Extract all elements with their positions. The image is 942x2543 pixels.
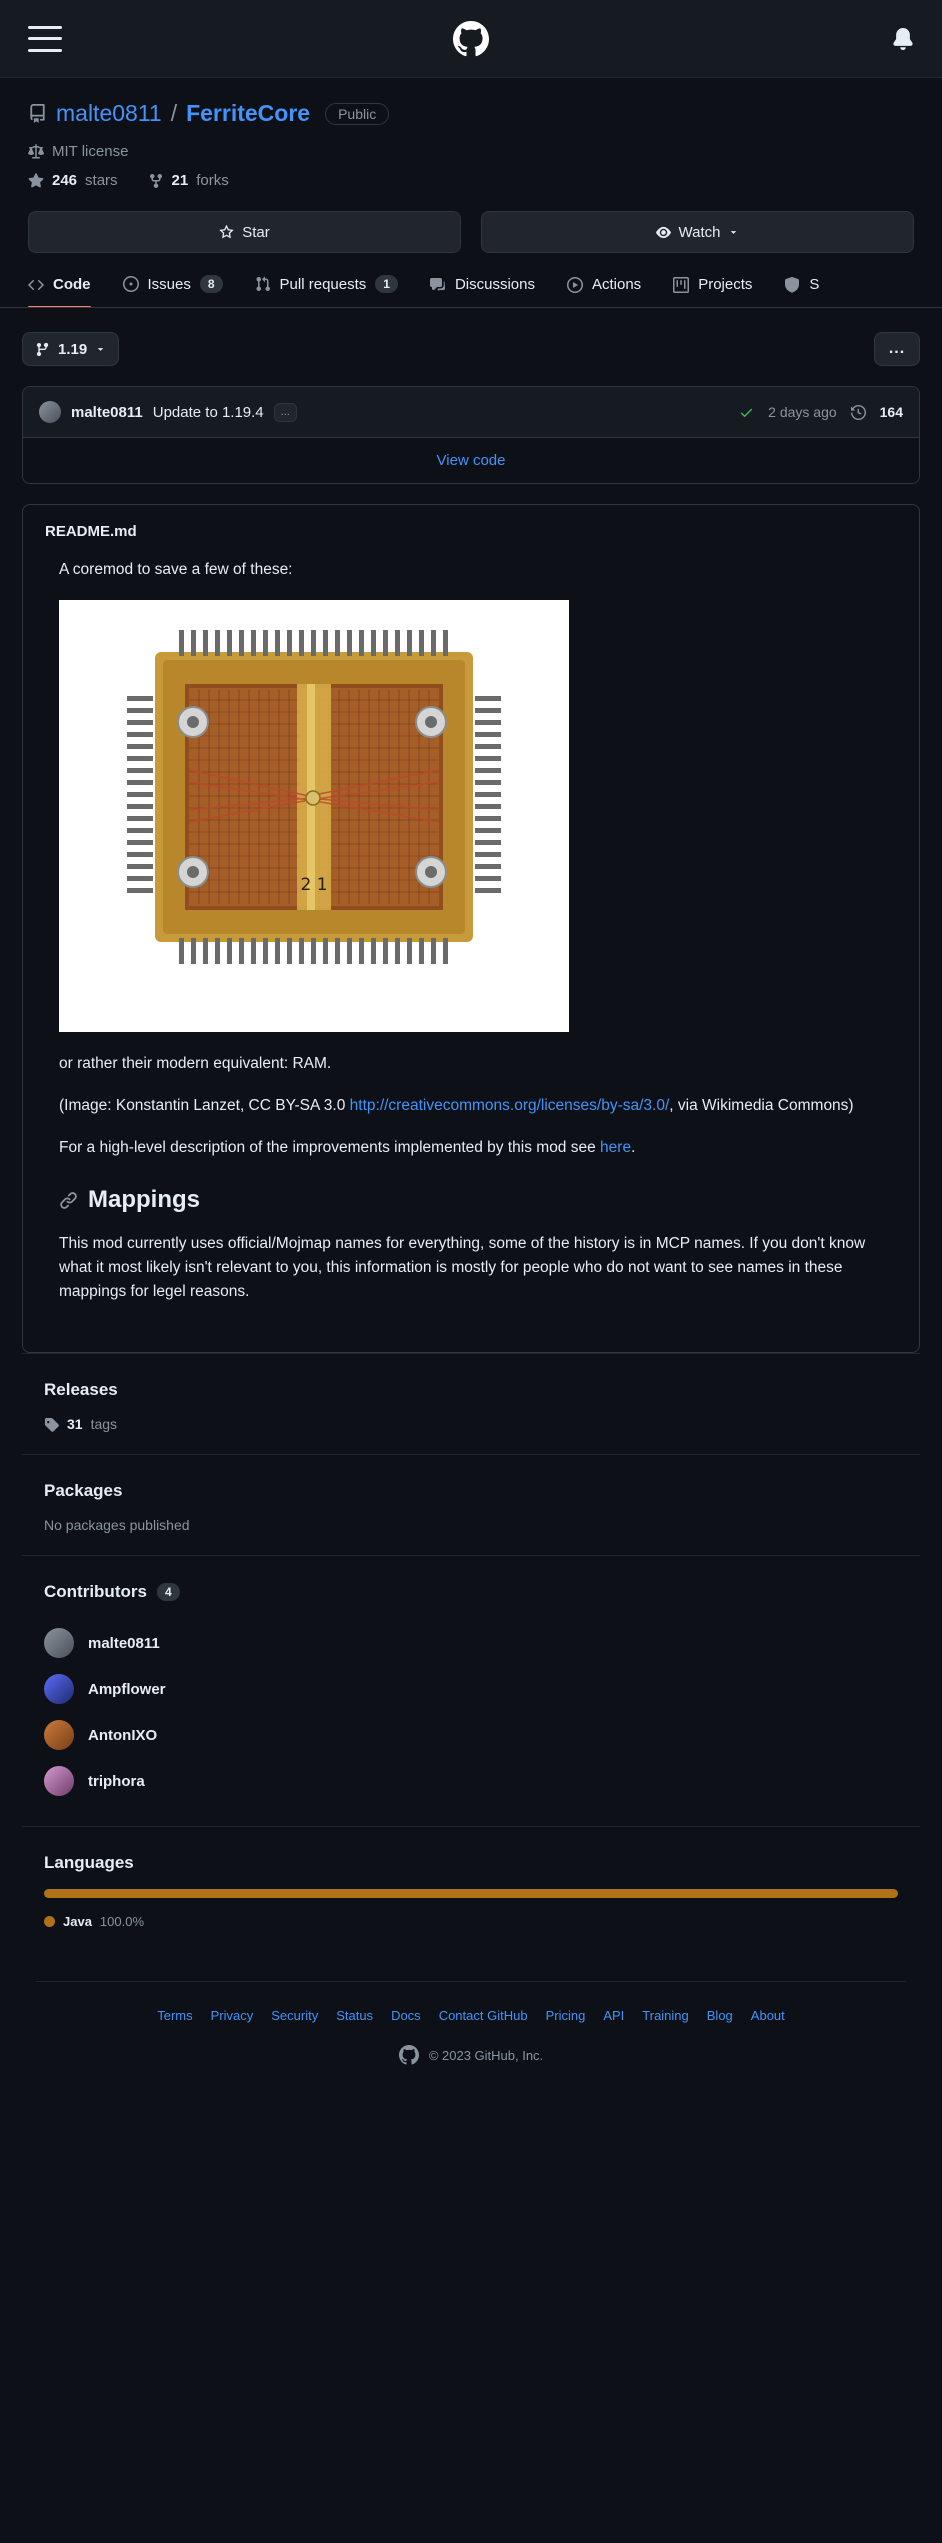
- star-button-label: Star: [242, 223, 270, 241]
- commit-message[interactable]: Update to 1.19.4: [152, 403, 264, 421]
- tab-issues-count: 8: [200, 275, 223, 293]
- footer-link-terms[interactable]: Terms: [157, 2008, 193, 2024]
- mappings-heading: [59, 1186, 883, 1214]
- contributors-count: 4: [157, 1583, 180, 1601]
- readme-filename: README.md: [45, 523, 137, 540]
- language-bar-segment-java[interactable]: [44, 1889, 898, 1898]
- image-credit-prefix: (Image: Konstantin Lanzet, CC BY-SA 3.0: [59, 1097, 350, 1115]
- readme-paragraph-3: [59, 1094, 883, 1118]
- link-icon[interactable]: [59, 1191, 78, 1210]
- chevron-down-icon: [728, 227, 739, 238]
- tag-icon: [44, 1417, 59, 1432]
- language-bar: [44, 1889, 898, 1898]
- tab-issues-label: Issues: [147, 275, 191, 293]
- repo-stats-row: [28, 172, 914, 189]
- commit-meta: [739, 404, 903, 420]
- tab-pull-requests-count: 1: [375, 275, 398, 293]
- description-prefix: For a high-level description of the improvements implemented by this mod see: [59, 1139, 601, 1157]
- language-percent: 100.0%: [99, 1914, 145, 1930]
- code-icon: [28, 277, 44, 293]
- repo-title-separator: /: [170, 100, 178, 126]
- language-legend-item[interactable]: [44, 1914, 898, 1929]
- readme-paragraph-5: This mod currently uses official/Mojmap names for everything, some of the history is in MCP names. If you don't know what it most likely isn't relevant to you, this information is mostly for people who do not want to see names in these mappings for legel reasons.: [59, 1235, 866, 1301]
- tab-security-label: S: [809, 276, 820, 293]
- core-memory-image: [59, 600, 569, 1032]
- more-options-button[interactable]: ...: [874, 332, 920, 366]
- latest-commit-panel: [22, 386, 920, 484]
- top-navigation-bar: [0, 0, 942, 78]
- branch-toolbar: [22, 332, 920, 366]
- chevron-down-icon: [95, 344, 106, 355]
- footer-link-training[interactable]: Training: [642, 2008, 689, 2024]
- footer-link-docs[interactable]: Docs: [391, 2008, 421, 2024]
- forks-count: 21: [171, 172, 189, 189]
- license-row: [28, 143, 914, 160]
- languages-title: Languages: [44, 1853, 134, 1873]
- license-name[interactable]: MIT license: [52, 143, 129, 160]
- contributors-section: [22, 1555, 920, 1826]
- star-icon: [28, 173, 44, 189]
- releases-tags-row[interactable]: [44, 1416, 898, 1432]
- contributors-title: Contributors: [44, 1582, 147, 1602]
- repo-owner-link[interactable]: malte0811: [56, 100, 162, 126]
- releases-title: Releases: [44, 1380, 118, 1400]
- page-footer: [36, 1981, 906, 2105]
- footer-copyright-row: [36, 2045, 906, 2065]
- footer-link-security[interactable]: Security: [271, 2008, 319, 2024]
- view-code-link[interactable]: View code: [23, 438, 919, 483]
- tab-actions-label: Actions: [591, 276, 642, 293]
- tab-actions[interactable]: [551, 276, 657, 307]
- issue-icon: [123, 276, 139, 292]
- list-item[interactable]: [44, 1620, 898, 1666]
- projects-icon: [673, 277, 689, 293]
- cc-license-link[interactable]: http://creativecommons.org/licenses/by-sa/3.0/: [349, 1097, 670, 1115]
- commit-time: 2 days ago: [768, 404, 837, 420]
- eye-icon: [656, 225, 671, 240]
- stars-label: stars: [85, 172, 118, 189]
- watch-button[interactable]: [481, 211, 914, 253]
- copyright-text: © 2023 GitHub, Inc.: [428, 2047, 544, 2063]
- github-logo-icon: [399, 2045, 419, 2065]
- github-logo-icon[interactable]: [453, 21, 489, 57]
- watch-button-label: Watch: [678, 223, 721, 241]
- footer-link-privacy[interactable]: Privacy: [210, 2008, 254, 2024]
- stars-group[interactable]: [28, 172, 118, 189]
- avatar: [44, 1628, 74, 1658]
- commit-expand-button[interactable]: ...: [274, 403, 297, 422]
- packages-title: Packages: [44, 1481, 123, 1501]
- law-icon: [28, 144, 44, 160]
- star-button[interactable]: [28, 211, 461, 253]
- repository-nav-tabs: [0, 275, 942, 308]
- footer-link-api[interactable]: API: [603, 2008, 625, 2024]
- tab-code-label: Code: [53, 276, 91, 293]
- tab-pull-requests[interactable]: [239, 275, 414, 307]
- readme-paragraph-4: [59, 1136, 883, 1160]
- contributor-name: AntonIXO: [88, 1726, 158, 1744]
- forks-label: forks: [196, 172, 229, 189]
- tab-security[interactable]: [768, 276, 835, 307]
- tab-discussions-label: Discussions: [454, 276, 535, 293]
- notifications-bell-icon[interactable]: [892, 28, 914, 50]
- check-icon[interactable]: [739, 405, 754, 420]
- discussion-icon: [430, 277, 446, 293]
- avatar: [44, 1766, 74, 1796]
- releases-count: 31: [67, 1416, 83, 1433]
- list-item[interactable]: [44, 1758, 898, 1804]
- repository-title: [28, 100, 914, 127]
- shield-icon: [784, 277, 800, 293]
- language-name: Java: [63, 1914, 92, 1930]
- image-credit-suffix: , via Wikimedia Commons): [669, 1097, 854, 1115]
- contributor-name: Ampflower: [88, 1680, 166, 1698]
- contributors-header: [44, 1582, 898, 1602]
- tab-projects[interactable]: [657, 276, 768, 307]
- readme-paragraph-2: or rather their modern equivalent: RAM.: [59, 1055, 332, 1073]
- readme-body: [23, 558, 919, 1352]
- pull-request-icon: [255, 276, 271, 292]
- forks-group[interactable]: [148, 172, 229, 189]
- tab-issues[interactable]: [107, 275, 239, 307]
- visibility-badge: Public: [325, 103, 389, 125]
- footer-link-status[interactable]: Status: [336, 2008, 374, 2024]
- branch-selector-button[interactable]: [22, 332, 119, 366]
- footer-link-about[interactable]: About: [750, 2008, 785, 2024]
- tab-code[interactable]: [28, 276, 107, 307]
- avatar: [44, 1720, 74, 1750]
- avatar: [44, 1674, 74, 1704]
- commit-count: 164: [879, 404, 903, 420]
- fork-icon: [148, 173, 164, 189]
- footer-links: [36, 2008, 906, 2023]
- repo-action-buttons: [28, 211, 914, 253]
- play-icon: [567, 277, 583, 293]
- languages-section: [22, 1826, 920, 1951]
- repo-icon: [28, 104, 47, 123]
- branch-name: 1.19: [58, 340, 88, 358]
- description-suffix: .: [631, 1139, 636, 1157]
- svg-text:2 1: 2 1: [300, 875, 328, 896]
- footer-link-pricing[interactable]: Pricing: [545, 2008, 586, 2024]
- readme-panel: [22, 504, 920, 1353]
- commit-author[interactable]: malte0811: [71, 403, 143, 421]
- hamburger-menu-icon[interactable]: [28, 26, 62, 52]
- repo-name-link[interactable]: FerriteCore: [186, 100, 311, 126]
- latest-commit-row: [23, 387, 919, 438]
- language-color-dot: [44, 1916, 55, 1927]
- here-link[interactable]: here: [600, 1139, 632, 1157]
- branch-icon: [35, 342, 50, 357]
- tab-pull-requests-label: Pull requests: [279, 275, 367, 293]
- packages-section: [22, 1454, 920, 1555]
- readme-paragraph-1: A coremod to save a few of these:: [59, 561, 293, 578]
- history-icon[interactable]: [851, 405, 866, 420]
- footer-link-blog[interactable]: Blog: [706, 2008, 733, 2024]
- contributor-name: malte0811: [88, 1634, 160, 1652]
- footer-link-contact-github[interactable]: Contact GitHub: [438, 2008, 528, 2024]
- contributor-name: triphora: [88, 1772, 145, 1790]
- main-content: [0, 332, 942, 1951]
- repository-header: [0, 78, 942, 253]
- stars-count: 246: [52, 172, 78, 189]
- list-item[interactable]: [44, 1666, 898, 1712]
- tab-discussions[interactable]: [414, 276, 551, 307]
- releases-section: [22, 1353, 920, 1454]
- star-icon: [219, 225, 234, 240]
- tab-projects-label: Projects: [698, 276, 753, 293]
- mappings-heading-label: Mappings: [88, 1186, 200, 1214]
- releases-label: tags: [90, 1416, 118, 1433]
- avatar[interactable]: [39, 401, 61, 423]
- list-item[interactable]: [44, 1712, 898, 1758]
- packages-empty-text: No packages published: [44, 1517, 190, 1534]
